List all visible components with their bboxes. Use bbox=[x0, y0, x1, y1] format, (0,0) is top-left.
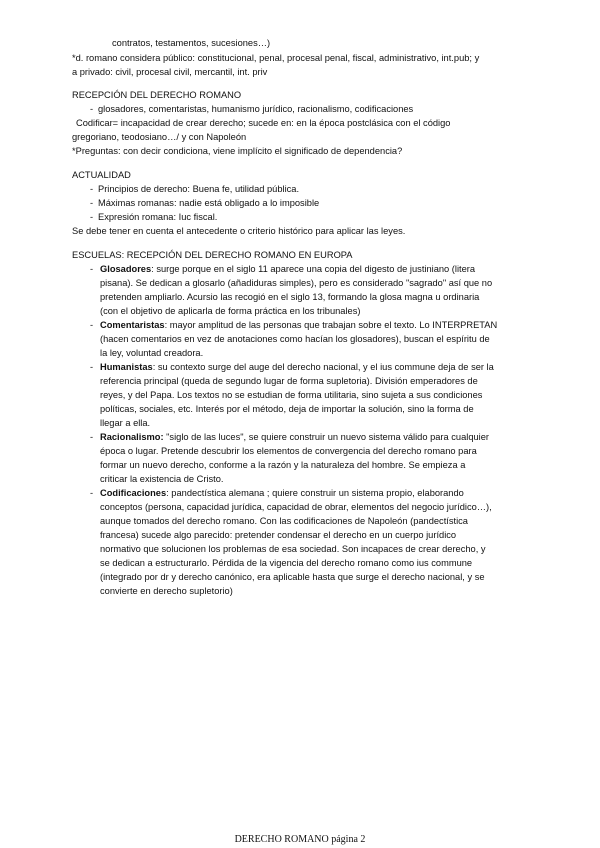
dash-bullet: - bbox=[90, 432, 94, 442]
list-item: Expresión romana: Iuc fiscal. bbox=[98, 212, 218, 222]
item-continuation: la ley, voluntad creadora. bbox=[100, 348, 204, 358]
term-comentaristas: Comentaristas bbox=[100, 320, 165, 330]
dash-bullet: - bbox=[90, 264, 94, 274]
term-racionalismo: Racionalismo: bbox=[100, 432, 164, 442]
paragraph-line: Codificar= incapacidad de crear derecho; sucede en: en la época postclásica con el código bbox=[76, 118, 451, 128]
item-text: : pandectística alemana ; quiere construir un sistema propio, elaborando bbox=[166, 488, 464, 498]
item-continuation: conceptos (persona, capacidad jurídica, capacidad de obrar, elementos del negocio jurídico…), bbox=[100, 502, 492, 512]
list-item: Máximas romanas: nadie está obligado a lo imposible bbox=[98, 198, 320, 208]
list-item-codificaciones bbox=[100, 487, 464, 500]
item-continuation: francesa) sucede algo parecido: pretender condensar el derecho en un cuerpo jurídico bbox=[100, 530, 457, 540]
item-continuation: (con el objetivo de aplicarla de forma práctica en los tribunales) bbox=[100, 306, 361, 316]
term-codificaciones: Codificaciones bbox=[100, 488, 167, 498]
item-continuation: pisana). Se dedican a glosarlo (añadiduras simples), pero es considerado "sagrado" así que no bbox=[100, 278, 493, 288]
dash-bullet: - bbox=[90, 488, 94, 498]
list-item: Principios de derecho: Buena fe, utilidad pública. bbox=[98, 184, 300, 194]
item-continuation: referencia principal (queda de segundo lugar de forma supletoria). División emperadores de bbox=[100, 376, 478, 386]
item-text: : surge porque en el siglo 11 aparece una copia del digesto de justiniano (litera bbox=[151, 264, 476, 274]
paragraph-line: gregoriano, teodosiano…/ y con Napoleón bbox=[72, 132, 247, 142]
item-continuation: época o lugar. Pretende descubrir los elementos de convergencia del derecho romano para bbox=[100, 446, 477, 456]
item-continuation: (integrado por dr y derecho canónico, era aplicable hasta que surge el derecho nacional, y se bbox=[100, 572, 485, 582]
list-item-racionalismo bbox=[100, 431, 489, 444]
page-footer: DERECHO ROMANO página 2 bbox=[234, 834, 366, 845]
dash-bullet: - bbox=[90, 212, 94, 222]
dash-bullet: - bbox=[90, 104, 94, 114]
item-continuation: se dedican a estructurarlo. Pérdida de la vigencia del derecho romano como ius commune bbox=[100, 558, 473, 568]
item-continuation: llegar a ella. bbox=[100, 418, 151, 428]
term-glosadores: Glosadores bbox=[100, 264, 152, 274]
list-item-comentaristas bbox=[100, 319, 497, 332]
item-continuation: políticas, sociales, etc. Interés por el método, deja de importar la solución, sino la forma de bbox=[100, 404, 474, 414]
item-text: "siglo de las luces", se quiere construir un nuevo sistema válido para cualquier bbox=[163, 432, 489, 442]
paragraph-line: Se debe tener en cuenta el antecedente o criterio histórico para aplicar las leyes. bbox=[72, 226, 406, 236]
item-text: : su contexto surge del auge del derecho nacional, y el ius commune deja de ser la bbox=[152, 362, 494, 372]
section-heading-recepcion: RECEPCIÓN DEL DERECHO ROMANO bbox=[72, 90, 242, 100]
item-continuation: convierte en derecho supletorio) bbox=[100, 586, 233, 596]
list-item-glosadores bbox=[100, 263, 475, 276]
list-item: glosadores, comentaristas, humanismo jurídico, racionalismo, codificaciones bbox=[98, 104, 414, 114]
dash-bullet: - bbox=[90, 320, 94, 330]
question-line: *Preguntas: con decir condiciona, viene implícito el significado de dependencia? bbox=[72, 146, 403, 156]
intro-line: *d. romano considera público: constitucional, penal, procesal penal, fiscal, administrativo, int.pub; y bbox=[72, 53, 480, 63]
dash-bullet: - bbox=[90, 198, 94, 208]
item-continuation: pretenden ampliarlo. Acursio las recogió en el siglo 13, formando la glosa magna u ordinaria bbox=[100, 292, 480, 302]
item-continuation: reyes, y del Papa. Los textos no se estudian de forma utilitaria, sino sujeta a sus condiciones bbox=[100, 390, 483, 400]
dash-bullet: - bbox=[90, 184, 94, 194]
dash-bullet: - bbox=[90, 362, 94, 372]
item-continuation: criticar la existencia de Cristo. bbox=[100, 474, 224, 484]
item-continuation: normativo que solucionen los problemas de esa sociedad. Son incapaces de crear derecho, y bbox=[100, 544, 486, 554]
section-heading-escuelas: ESCUELAS: RECEPCIÓN DEL DERECHO ROMANO EN EUROPA bbox=[72, 250, 353, 260]
intro-line: a privado: civil, procesal civil, mercantil, int. priv bbox=[72, 67, 268, 77]
section-heading-actualidad: ACTUALIDAD bbox=[72, 170, 131, 180]
item-text: : mayor amplitud de las personas que trabajan sobre el texto. Lo INTERPRETAN bbox=[164, 320, 498, 330]
term-humanistas: Humanistas bbox=[100, 362, 153, 372]
item-continuation: (hacen comentarios en vez de anotaciones como hacían los glosadores), buscan el espíritu de bbox=[100, 334, 490, 344]
list-item-humanistas bbox=[100, 361, 494, 374]
intro-line: contratos, testamentos, sucesiones…) bbox=[112, 38, 271, 48]
item-continuation: aunque tomados del derecho romano. Con las codificaciones de Napoleón (pandectística bbox=[100, 516, 468, 526]
item-continuation: formar un nuevo derecho, conforme a la razón y la naturaleza del hombre. Se empieza a bbox=[100, 460, 466, 470]
